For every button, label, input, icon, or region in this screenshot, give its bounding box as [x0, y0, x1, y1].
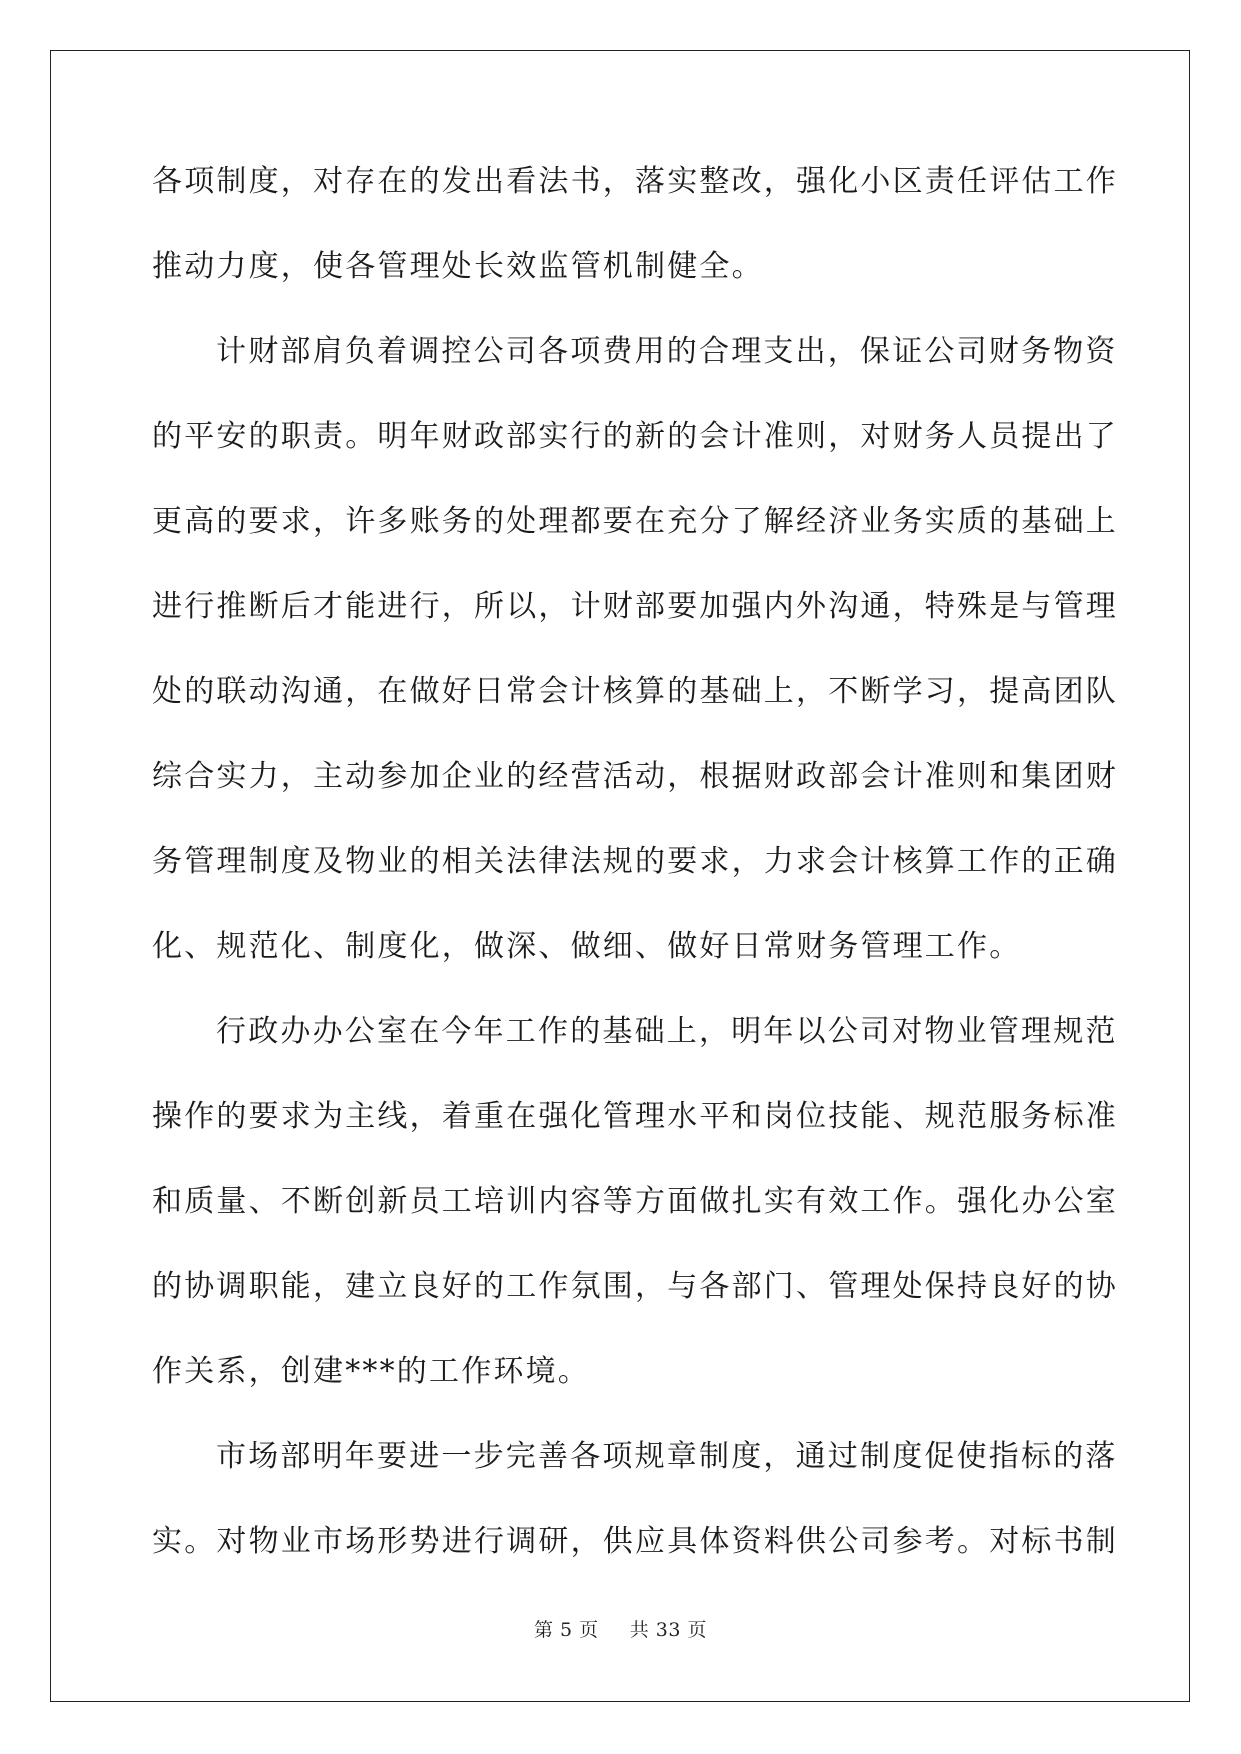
text-line-paragraph-start: 计财部肩负着调控公司各项费用的合理支出，保证公司财务物资	[216, 334, 1118, 369]
page-number: 第 5 页	[533, 1619, 599, 1641]
text-line: 综合实力，主动参加企业的经营活动，根据财政部会计准则和集团财	[152, 759, 1118, 794]
page-footer	[0, 1615, 1241, 1642]
text-line: 各项制度，对存在的发出看法书，落实整改，强化小区责任评估工作	[152, 164, 1118, 199]
text-line: 化、规范化、制度化，做深、做细、做好日常财务管理工作。	[152, 929, 1022, 964]
text-line-paragraph-start: 行政办办公室在今年工作的基础上，明年以公司对物业管理规范	[216, 1014, 1118, 1049]
text-line: 作关系，创建***的工作环境。	[152, 1354, 590, 1389]
text-line-paragraph-start: 市场部明年要进一步完善各项规章制度，通过制度促使指标的落	[216, 1439, 1118, 1474]
text-line: 操作的要求为主线，着重在强化管理水平和岗位技能、规范服务标准	[152, 1099, 1118, 1134]
text-line: 进行推断后才能进行，所以，计财部要加强内外沟通，特殊是与管理	[152, 589, 1118, 624]
text-line: 务管理制度及物业的相关法律法规的要求，力求会计核算工作的正确	[152, 844, 1118, 879]
text-line: 推动力度，使各管理处长效监管机制健全。	[152, 249, 764, 284]
text-line: 实。对物业市场形势进行调研，供应具体资料供公司参考。对标书制	[152, 1524, 1118, 1559]
text-line: 和质量、不断创新员工培训内容等方面做扎实有效工作。强化办公室	[152, 1184, 1118, 1219]
text-line: 的协调职能，建立良好的工作氛围，与各部门、管理处保持良好的协	[152, 1269, 1118, 1304]
text-line: 的平安的职责。明年财政部实行的新的会计准则，对财务人员提出了	[152, 419, 1118, 454]
document-body	[152, 162, 1118, 1607]
text-line: 处的联动沟通，在做好日常会计核算的基础上，不断学习，提高团队	[152, 674, 1118, 709]
page-total: 共 33 页	[629, 1619, 708, 1641]
text-line: 更高的要求，许多账务的处理都要在充分了解经济业务实质的基础上	[152, 504, 1118, 539]
